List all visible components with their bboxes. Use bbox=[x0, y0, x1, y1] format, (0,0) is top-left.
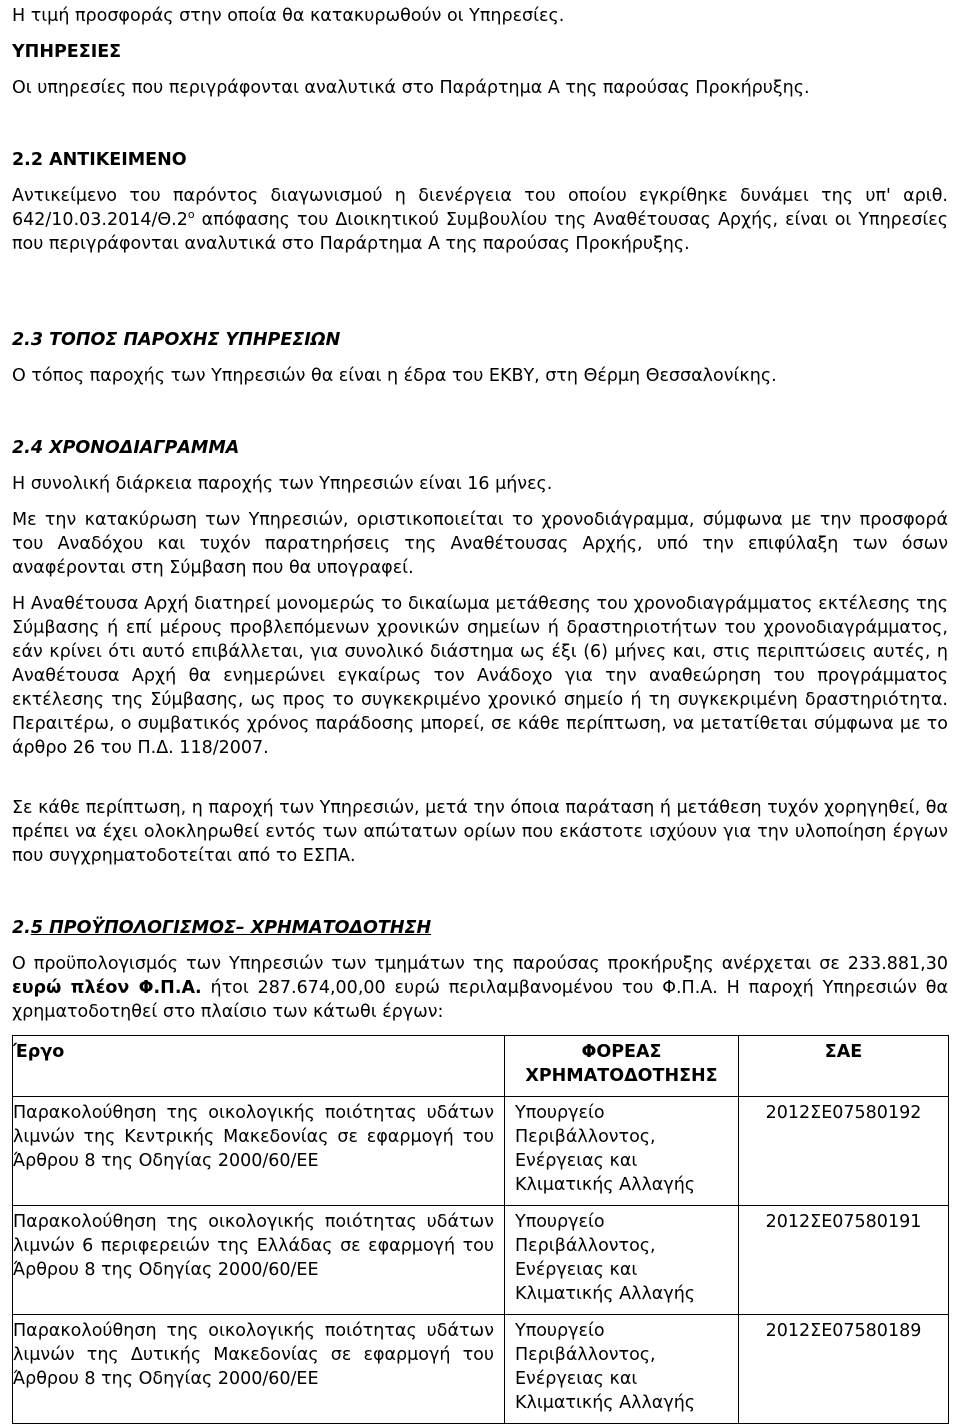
services-heading: ΥΠΗΡΕΣΙΕΣ bbox=[12, 42, 122, 62]
sae-cell: 2012ΣΕ07580191 bbox=[739, 1206, 949, 1315]
header-project: Έργο bbox=[13, 1036, 505, 1097]
section-2-4-p4: Σε κάθε περίπτωση, η παροχή των Υπηρεσιών, μετά την όποια παράταση ή μετάθεση τυχόν χορηγηθεί, θα πρέπει να έχει ολοκληρωθεί εντός των απώτατων ορίων που εκάστοτε ισχύουν για την υλοποίηση έργων που συγχρηματοδοτείται από το ΕΣΠΑ. bbox=[12, 798, 948, 866]
section-2-2-heading: 2.2 ΑΝΤΙΚΕΙΜΕΝΟ bbox=[12, 150, 187, 170]
section-2-4-p1: Η συνολική διάρκεια παροχής των Υπηρεσιών είναι 16 μήνες. bbox=[12, 474, 553, 494]
section-2-5-heading: 2.5 ΠΡΟΫΠΟΛΟΓΙΣΜΟΣ– ΧΡΗΜΑΤΟΔΟΤΗΣΗ bbox=[12, 918, 432, 938]
project-cell: Παρακολούθηση της οικολογικής ποιότητας υδάτων λιμνών της Δυτικής Μακεδονίας σε εφαρμογή του Άρθρου 8 της Οδηγίας 2000/60/ΕΕ bbox=[13, 1315, 505, 1424]
funding-table bbox=[12, 1035, 949, 1424]
table-row bbox=[13, 1206, 949, 1315]
header-funder: ΦΟΡΕΑΣ ΧΡΗΜΑΤΟΔΟΤΗΣΗΣ bbox=[505, 1036, 739, 1097]
section-2-4-p2: Με την κατακύρωση των Υπηρεσιών, οριστικοποιείται το χρονοδιάγραμμα, σύμφωνα με την προσφορά του Αναδόχου και τυχόν παρατηρήσεις της Αναθέτουσας Αρχής, υπό την επιφύλαξη των όσων αναφέρονται στη Σύμβαση που θα υπογραφεί. bbox=[12, 510, 948, 578]
funder-cell: Υπουργείο Περιβάλλοντος, Ενέργειας και Κλιματικής Αλλαγής bbox=[505, 1315, 739, 1424]
table-row bbox=[13, 1097, 949, 1206]
section-2-3-heading: 2.3 ΤΟΠΟΣ ΠΑΡΟΧΗΣ ΥΠΗΡΕΣΙΩΝ bbox=[12, 330, 341, 350]
table-header-row bbox=[13, 1036, 949, 1097]
sae-cell: 2012ΣΕ07580189 bbox=[739, 1315, 949, 1424]
project-cell: Παρακολούθηση της οικολογικής ποιότητας υδάτων λιμνών της Κεντρικής Μακεδονίας σε εφαρμογή του Άρθρου 8 της Οδηγίας 2000/60/ΕΕ bbox=[13, 1097, 505, 1206]
sae-cell: 2012ΣΕ07580192 bbox=[739, 1097, 949, 1206]
section-2-2-text: Αντικείμενο του παρόντος διαγωνισμού η διενέργεια του οποίου εγκρίθηκε δυνάμει της υπ' αριθ. $642/10.03.2014/\Theta.2^o$ απόφασης του Διοικητικού Συμβουλίου της Αναθέτουσας Αρχής, είναι οι Υπηρεσίες που περιγράφονται αναλυτικά στο Παράρτημα Α της παρούσας Προκήρυξης. bbox=[12, 186, 948, 254]
table-row bbox=[13, 1315, 949, 1424]
section-2-3-text: Ο τόπος παροχής των Υπηρεσιών θα είναι η έδρα του ΕΚΒΥ, στη Θέρμη Θεσσαλονίκης. bbox=[12, 366, 777, 386]
funder-cell: Υπουργείο Περιβάλλοντος, Ενέργειας και Κλιματικής Αλλαγής bbox=[505, 1206, 739, 1315]
section-2-5-text: Ο προϋπολογισμός των Υπηρεσιών των τμημάτων της παρούσας προκήρυξης ανέρχεται σε 233.881,30 ευρώ πλέον Φ.Π.Α. ήτοι 287.674,00,00 ευρώ περιλαμβανομένου του Φ.Π.Α. Η παροχή Υπηρεσιών θα χρηματοδοτηθεί στο πλαίσιο των κάτωθι έργων: bbox=[12, 954, 948, 1022]
section-2-4-heading: 2.4 ΧΡΟΝΟΔΙΑΓΡΑΜΜΑ bbox=[12, 438, 240, 458]
header-sae: ΣΑΕ bbox=[739, 1036, 949, 1097]
funder-cell: Υπουργείο Περιβάλλοντος, Ενέργειας και Κλιματικής Αλλαγής bbox=[505, 1097, 739, 1206]
top-line: Η τιμή προσφοράς στην οποία θα κατακυρωθούν οι Υπηρεσίες. bbox=[12, 6, 565, 26]
project-cell: Παρακολούθηση της οικολογικής ποιότητας υδάτων λιμνών 6 περιφερειών της Ελλάδας σε εφαρμογή του Άρθρου 8 της Οδηγίας 2000/60/ΕΕ bbox=[13, 1206, 505, 1315]
services-text: Οι υπηρεσίες που περιγράφονται αναλυτικά στο Παράρτημα Α της παρούσας Προκήρυξης. bbox=[12, 78, 810, 98]
section-2-4-p3: Η Αναθέτουσα Αρχή διατηρεί μονομερώς το δικαίωμα μετάθεσης του χρονοδιαγράμματος εκτέλεσης της Σύμβασης ή επί μέρους προβλεπόμενων χρονικών σημείων ή δραστηριοτήτων του χρονοδιαγράμματος, εάν κρίνει ότι αυτό επιβάλλεται, για συνολικό διάστημα ως έξι (6) μήνες και, στις περιπτώσεις αυτές, η Αναθέτουσα Αρχή θα ενημερώνει εγκαίρως τον Ανάδοχο για την αναθεώρηση του προγράμματος εκτέλεσης της Σύμβασης, ως προς το συγκεκριμένο χρονικό σημείο ή τη συγκεκριμένη δραστηριότητα. Περαιτέρω, ο συμβατικός χρόνος παράδοσης μπορεί, σε κάθε περίπτωση, να μετατίθεται σύμφωνα με το άρθρο 26 του Π.Δ. 118/2007. bbox=[12, 594, 948, 758]
